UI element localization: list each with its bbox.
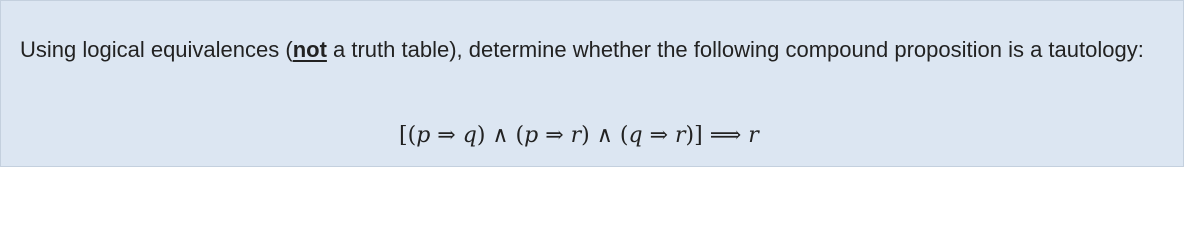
statement-text-before: Using logical equivalences ( <box>20 37 293 62</box>
emphasis-not: not <box>292 37 327 62</box>
statement-text-after: a truth table), determine whether the following compound proposition is a tautology: <box>326 37 1144 62</box>
compound-proposition-formula: [(p ⇒ q) ∧ (p ⇒ r) ∧ (q ⇒ r)] ⟹ r <box>399 123 759 148</box>
problem-statement <box>20 27 1170 73</box>
